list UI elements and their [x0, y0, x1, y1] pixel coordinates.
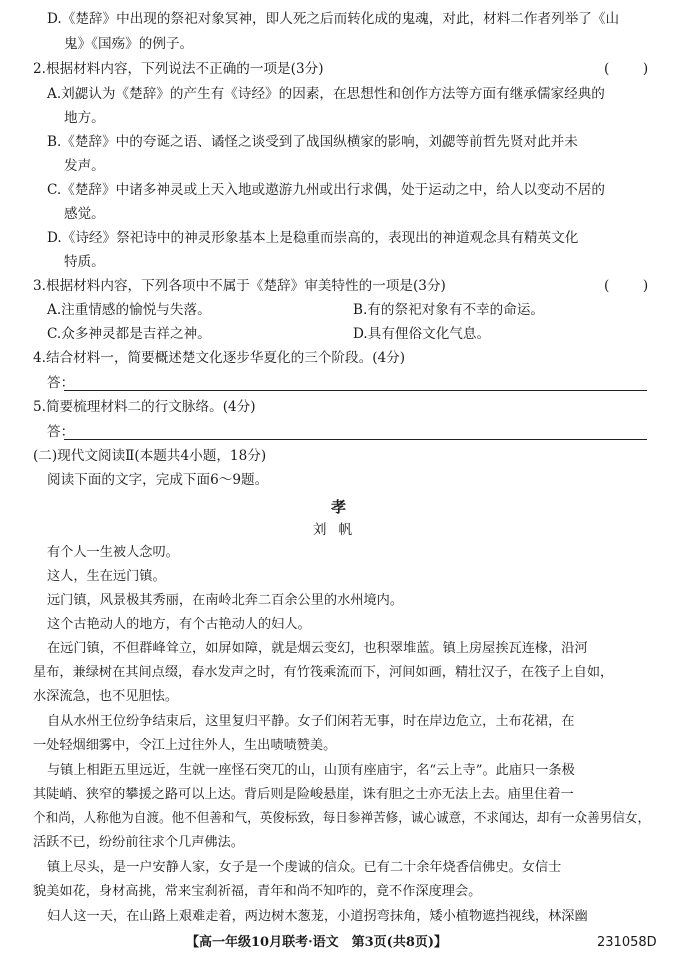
page-footer: 【高一年级10月联考·语文 第3页(共8页)】: [186, 935, 448, 950]
story-line: 个和尚，人称他为自渡。他不但善和气，英俊标致，每日参禅苦修，诚心诚意，不求闻达，却有一众善男信女，: [33, 811, 651, 826]
story-line: 与镇上相距五里远近，生就一座怪石突兀的山，山顶有座庙宇，名“云上寺”。此庙只一条极: [47, 763, 575, 778]
text-line: (二)现代文阅读Ⅱ(本题共4小题，18分): [33, 448, 267, 464]
story-line: 在远门镇，不但群峰耸立，如屏如障，就是烟云变幻，也积翠堆蓝。镇上房屋挨瓦连椽，沿河: [47, 641, 588, 656]
answer-line[interactable]: [64, 390, 647, 391]
story-line: 貌美如花，身材高挑，常来宝刹祈福，青年和尚不知咋的，竟不作深度理会。: [33, 884, 482, 899]
option-text: B.有的祭祀对象有不幸的命运。: [353, 302, 545, 318]
story-line: 这人，生在远门镇。: [47, 569, 166, 584]
story-line: 其陡峭、狭窄的攀援之路可以上达。背后则是险峻悬崖，诛有胆之士亦无法上去。庙里住着一: [33, 787, 574, 802]
text-line: A.刘勰认为《楚辞》的产生有《诗经》的因素，在思想性和创作方法等方面有继承儒家经典的: [47, 86, 605, 102]
text-line: 发声。: [64, 158, 105, 174]
story-line: 水深流急，也不见胆怯。: [33, 689, 179, 704]
answer-label: 答：: [47, 375, 75, 391]
text-line: 地方。: [64, 110, 105, 126]
text-line: 3.根据材料内容，下列各项中不属于《楚辞》审美特性的一项是(3分): [33, 278, 446, 294]
text-line: 特质。: [64, 254, 105, 270]
text-line: 鬼》《国殇》的例子。: [64, 36, 194, 52]
answer-bracket[interactable]: ( ): [604, 278, 659, 294]
text-line: 2.根据材料内容，下列说法不正确的一项是(3分): [33, 61, 324, 77]
answer-line[interactable]: [64, 439, 647, 440]
exam-code: 231058D: [597, 935, 657, 950]
text-line: 5.简要梳理材料二的行文脉络。(4分): [33, 399, 256, 415]
story-title: 孝: [330, 498, 346, 516]
story-line: 一处轻烟细雾中，令江上过往外人，生出啧啧赞美。: [33, 738, 337, 753]
story-line: 星布，兼绿树在其间点缀，春水发声之时，有竹筏乘流而下，河间如画，精壮汉子，在筏子上自如，: [33, 665, 614, 680]
answer-label: 答：: [47, 424, 75, 440]
story-line: 自从水州王位纷争结束后，这里复归平静。女子们闲若无事，时在岸边危立，土布花裙，在: [47, 714, 575, 729]
story-line: 妇人这一天，在山路上艰难走着，两边树木葱茏，小道拐弯抹角，矮小植物遮挡视线，林深幽: [47, 909, 588, 924]
text-line: D.《楚辞》中出现的祭祀对象冥神，即人死之后而转化成的鬼魂，对此，材料二作者列举了《山: [47, 11, 620, 27]
answer-bracket[interactable]: ( ): [604, 61, 659, 77]
text-line: A.注重情感的愉悦与失落。: [47, 302, 211, 318]
story-author: 刘帆: [312, 522, 365, 538]
text-line: C.众多神灵都是吉祥之神。: [47, 326, 211, 342]
text-line: 阅读下面的文字，完成下面6～9题。: [47, 472, 269, 488]
text-line: C.《楚辞》中诸多神灵或上天入地或遨游九州或出行求偶，处于运动之中，给人以变动不居的: [47, 182, 605, 198]
text-line: 4.结合材料一，简要概述楚文化逐步华夏化的三个阶段。(4分): [33, 350, 406, 366]
story-line: 活跃不已，纷纷前往求个几声佛法。: [33, 835, 244, 850]
story-line: 有个人一生被人念叨。: [47, 545, 179, 560]
story-line: 这个古艳动人的地方，有个古艳动人的妇人。: [47, 617, 311, 632]
text-line: D.《诗经》祭祀诗中的神灵形象基本上是稳重而崇高的，表现出的神道观念具有精英文化: [47, 230, 579, 246]
story-line: 远门镇，风景极其秀丽，在南岭北奔二百余公里的水州境内。: [47, 593, 404, 608]
text-line: 感觉。: [64, 206, 105, 222]
option-text: D.具有俚俗文化气息。: [353, 326, 491, 342]
text-line: B.《楚辞》中的夸诞之语、谲怪之谈受到了战国纵横家的影响，刘勰等前哲先贤对此并未: [47, 134, 578, 150]
story-line: 镇上尽头，是一户安静人家，女子是一个虔诚的信众。已有二十余年烧香信佛史。女信士: [47, 860, 562, 875]
